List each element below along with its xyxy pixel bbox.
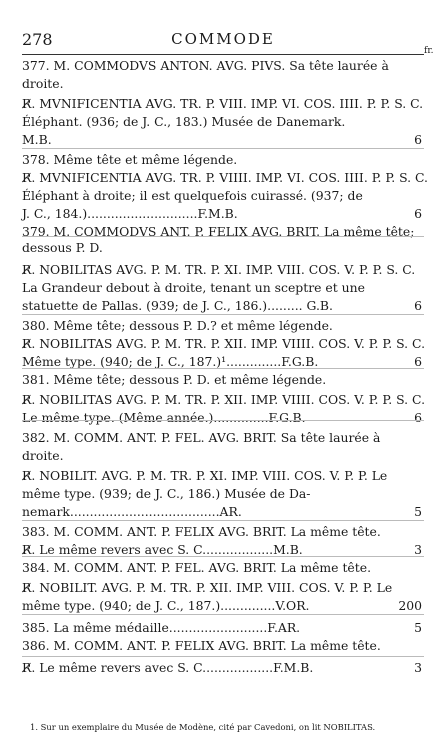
header-rule bbox=[22, 54, 424, 55]
catalogue-line: Le même type. (Même année.)..............F.G.B. bbox=[22, 410, 306, 425]
catalogue-line: J. C., 184.)............................F.M.B. bbox=[22, 206, 238, 221]
catalogue-line: R̸. Le même revers avec S. C..................M.B. bbox=[22, 542, 303, 557]
catalogue-line: 381. Même tête; dessous P. D. et même légende. bbox=[22, 372, 327, 387]
catalogue-line: même type. (939; de J. C., 186.) Musée de Da- bbox=[22, 486, 311, 501]
footnote: 1. Sur un exemplaire du Musée de Modène, cité par Cavedoni, on lit NOBILITAS. bbox=[30, 722, 376, 732]
margin-note: fr. bbox=[424, 46, 434, 56]
rarity-value: 6 bbox=[414, 354, 422, 369]
entry-divider bbox=[22, 556, 424, 557]
catalogue-line: R̸. MVNIFICENTIA AVG. TR. P. VIIII. IMP. VI. COS. IIII. P. P. S. C. bbox=[22, 170, 428, 185]
catalogue-line: Même type. (940; de J. C., 187.)¹..............F.G.B. bbox=[22, 354, 319, 369]
rarity-value: 6 bbox=[414, 410, 422, 425]
catalogue-line: R̸. NOBILITAS AVG. P. M. TR. P. XI. IMP. VIII. COS. V. P. P. S. C. bbox=[22, 262, 416, 277]
rarity-value: 3 bbox=[414, 542, 422, 557]
rarity-value: 5 bbox=[414, 620, 422, 635]
catalogue-line: R̸. MVNIFICENTIA AVG. TR. P. VIII. IMP. VI. COS. IIII. P. P. S. C. bbox=[22, 96, 424, 111]
catalogue-line: 380. Même tête; dessous P. D.? et même légende. bbox=[22, 318, 333, 333]
rarity-value: 5 bbox=[414, 504, 422, 519]
catalogue-line: statuette de Pallas. (939; de J. C., 186.)......... G.B. bbox=[22, 298, 333, 313]
catalogue-line: 378. Même tête et même légende. bbox=[22, 152, 238, 167]
catalogue-line: Éléphant. (936; de J. C., 183.) Musée de Danemark. bbox=[22, 114, 346, 129]
catalogue-line: 385. La même médaille.........................F.AR. bbox=[22, 620, 301, 635]
catalogue-line: R̸. NOBILITAS AVG. P. M. TR. P. XII. IMP. VIIII. COS. V. P. P. S. C. bbox=[22, 392, 426, 407]
catalogue-line: 384. M. COMM. ANT. P. FEL. AVG. BRIT. La même tête. bbox=[22, 560, 372, 575]
entry-divider bbox=[22, 314, 424, 315]
catalogue-line: R̸. NOBILIT. AVG. P. M. TR. P. XI. IMP. VIII. COS. V. P. P. Le bbox=[22, 468, 388, 483]
catalogue-line: droite. bbox=[22, 448, 64, 463]
rarity-value: 6 bbox=[414, 132, 422, 147]
entry-divider bbox=[22, 368, 424, 369]
catalogue-line: 386. M. COMM. ANT. P. FELIX AVG. BRIT. La même tête. bbox=[22, 638, 381, 653]
catalogue-line: R̸. NOBILIT. AVG. P. M. TR. P. XII. IMP. VIII. COS. V. P. P. Le bbox=[22, 580, 393, 595]
entry-divider bbox=[22, 420, 424, 421]
catalogue-line: R̸. Le même revers avec S. C..................F.M.B. bbox=[22, 660, 314, 675]
catalogue-line: 382. M. COMM. ANT. P. FEL. AVG. BRIT. Sa tête laurée à bbox=[22, 430, 381, 445]
entry-divider bbox=[22, 520, 424, 521]
catalogue-line: Éléphant à droite; il est quelquefois cuirassé. (937; de bbox=[22, 188, 363, 203]
catalogue-line: M.B. bbox=[22, 132, 52, 147]
catalogue-line: 377. M. COMMODVS ANTON. AVG. PIVS. Sa tête laurée à bbox=[22, 58, 389, 73]
catalogue-line: 379. M. COMMODVS ANT. P. FELIX AVG. BRIT. La même tête; bbox=[22, 224, 415, 239]
rarity-value: 200 bbox=[398, 598, 422, 613]
entry-divider bbox=[22, 614, 424, 615]
entry-divider bbox=[22, 148, 424, 149]
catalogue-line: La Grandeur debout à droite, tenant un sceptre et une bbox=[22, 280, 365, 295]
catalogue-line: nemark......................................AR. bbox=[22, 504, 242, 519]
entry-divider bbox=[22, 236, 424, 237]
catalogue-line: même type. (940; de J. C., 187.)..............V.OR. bbox=[22, 598, 310, 613]
rarity-value: 6 bbox=[414, 298, 422, 313]
catalogue-line: R̸. NOBILITAS AVG. P. M. TR. P. XII. IMP. VIIII. COS. V. P. P. S. C. bbox=[22, 336, 426, 351]
entry-divider bbox=[22, 656, 424, 657]
catalogue-line: droite. bbox=[22, 76, 64, 91]
page-title: COMMODE bbox=[171, 30, 275, 48]
catalogue-line: dessous P. D. bbox=[22, 240, 103, 255]
rarity-value: 6 bbox=[414, 206, 422, 221]
catalogue-line: 383. M. COMM. ANT. P. FELIX AVG. BRIT. La même tête. bbox=[22, 524, 381, 539]
page-number: 278 bbox=[22, 30, 53, 49]
rarity-value: 3 bbox=[414, 660, 422, 675]
